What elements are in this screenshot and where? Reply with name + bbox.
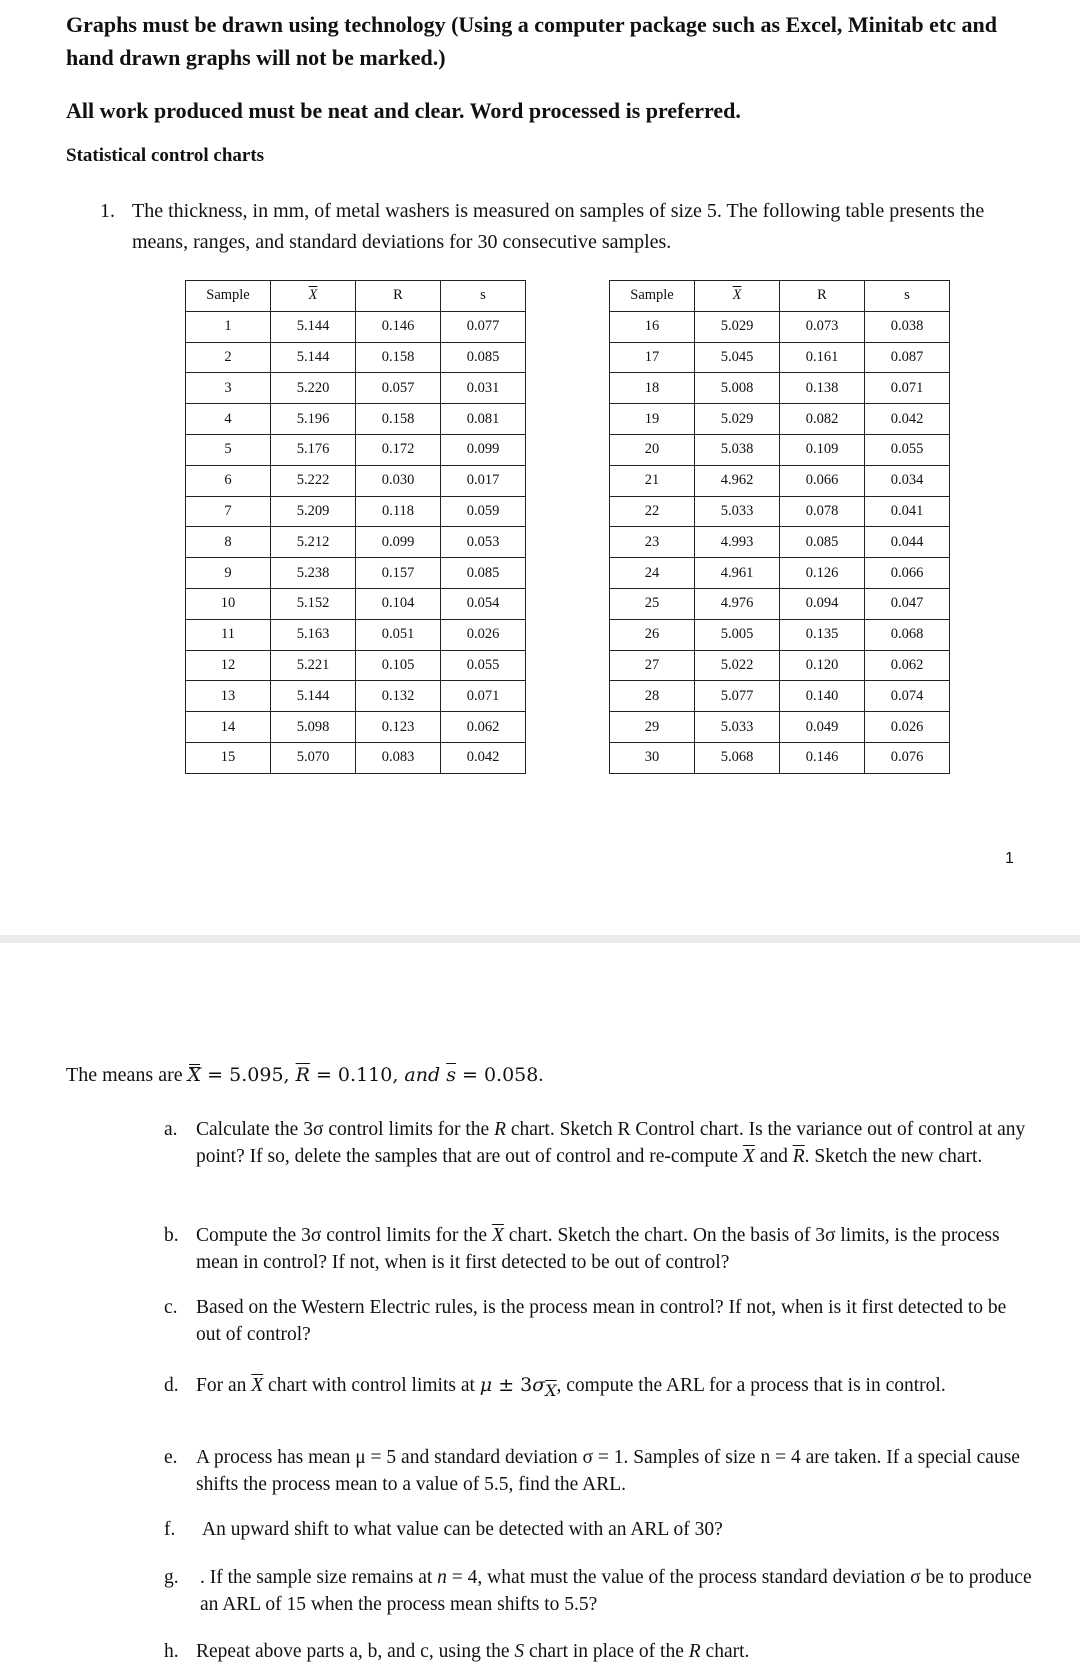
cell-xbar: 5.033 — [695, 712, 780, 743]
cell-xbar: 5.029 — [695, 311, 780, 342]
grand-mean-value: = 5.095, — [201, 1064, 296, 1086]
table-row — [186, 742, 526, 773]
cell-sample: 18 — [610, 373, 695, 404]
cell-xbar: 5.222 — [271, 465, 356, 496]
text-segment: Calculate the 3σ control limits for the — [196, 1119, 495, 1140]
table-row — [186, 373, 526, 404]
cell-sample: 2 — [186, 342, 271, 373]
table-row — [610, 465, 950, 496]
cell-r: 0.078 — [780, 496, 865, 527]
cell-r: 0.158 — [356, 342, 441, 373]
cell-s: 0.099 — [441, 434, 526, 465]
cell-xbar: 4.962 — [695, 465, 780, 496]
control-limit-formula — [479, 1374, 557, 1400]
cell-s: 0.059 — [441, 496, 526, 527]
part-text: An upward shift to what value can be detected with an ARL of 30? — [202, 1519, 723, 1540]
cell-s: 0.081 — [441, 404, 526, 435]
cell-sample: 20 — [610, 434, 695, 465]
sbar-symbol: $\overline{s}$ — [446, 1064, 456, 1086]
cell-r: 0.146 — [356, 311, 441, 342]
cell-r: 0.126 — [780, 558, 865, 589]
cell-s: 0.026 — [865, 712, 950, 743]
cell-s: 0.066 — [865, 558, 950, 589]
table-row — [610, 373, 950, 404]
table-row — [610, 588, 950, 619]
header-s: s — [865, 281, 950, 312]
s-italic: S — [514, 1641, 525, 1662]
text-segment: chart. Sketch the chart. On the basis of 3σ limits, is the process mean in control? If not, when is it first detected to be out of control? — [196, 1225, 1000, 1273]
cell-xbar: 5.005 — [695, 619, 780, 650]
plus-minus-three: ± 3 — [492, 1374, 533, 1396]
question-number: 1. — [100, 200, 115, 222]
cell-s: 0.071 — [441, 681, 526, 712]
cell-r: 0.051 — [356, 619, 441, 650]
cell-r: 0.140 — [780, 681, 865, 712]
table-row — [610, 404, 950, 435]
cell-s: 0.085 — [441, 558, 526, 589]
text-segment: Repeat above parts a, b, and c, using the — [196, 1641, 515, 1662]
part-label: f. — [164, 1519, 176, 1540]
table-row — [186, 465, 526, 496]
xbar-symbol: $\overline{X}$ — [308, 287, 318, 304]
n-italic: n — [437, 1567, 447, 1588]
cell-xbar: 5.176 — [271, 434, 356, 465]
cell-xbar: 5.144 — [271, 311, 356, 342]
cell-s: 0.085 — [441, 342, 526, 373]
cell-r: 0.094 — [780, 588, 865, 619]
cell-s: 0.074 — [865, 681, 950, 712]
cell-r: 0.118 — [356, 496, 441, 527]
cell-r: 0.157 — [356, 558, 441, 589]
cell-sample: 16 — [610, 311, 695, 342]
text-segment: . Sketch the new chart. — [804, 1146, 983, 1167]
cell-sample: 24 — [610, 558, 695, 589]
part-label: b. — [164, 1225, 179, 1246]
table-row — [186, 588, 526, 619]
table-row — [186, 558, 526, 589]
cell-sample: 25 — [610, 588, 695, 619]
cell-xbar: 5.144 — [271, 681, 356, 712]
table-row — [186, 650, 526, 681]
section-title: Statistical control charts — [66, 145, 265, 166]
cell-xbar: 5.209 — [271, 496, 356, 527]
part-text — [196, 1638, 1031, 1665]
cell-xbar: 5.008 — [695, 373, 780, 404]
cell-xbar: 5.220 — [271, 373, 356, 404]
cell-sample: 8 — [186, 527, 271, 558]
cell-sample: 14 — [186, 712, 271, 743]
cell-sample: 29 — [610, 712, 695, 743]
table-row — [610, 527, 950, 558]
cell-sample: 11 — [186, 619, 271, 650]
table-row — [186, 342, 526, 373]
part-text — [196, 1116, 1031, 1170]
text-segment: Compute the 3σ control limits for the — [196, 1225, 492, 1246]
cell-r: 0.073 — [780, 311, 865, 342]
cell-sample: 10 — [186, 588, 271, 619]
cell-r: 0.172 — [356, 434, 441, 465]
cell-r: 0.158 — [356, 404, 441, 435]
cell-sample: 13 — [186, 681, 271, 712]
text-segment: = 4, what must the value of the process standard deviation σ be to produce an ARL of 15 when the process mean shifts to 5.5? — [200, 1567, 1032, 1615]
cell-sample: 3 — [186, 373, 271, 404]
cell-sample: 17 — [610, 342, 695, 373]
cell-xbar: 5.070 — [271, 742, 356, 773]
table-row — [610, 650, 950, 681]
grand-mean-symbol: X — [187, 1064, 202, 1086]
header-xbar — [271, 281, 356, 312]
means-formula — [188, 1064, 539, 1086]
cell-xbar: 4.993 — [695, 527, 780, 558]
cell-r: 0.132 — [356, 681, 441, 712]
data-table-right — [609, 280, 950, 774]
part-text: A process has mean μ = 5 and standard deviation σ = 1. Samples of size n = 4 are taken. If a special cause shifts the process mean to a value of 5.5, find the ARL. — [196, 1447, 1020, 1495]
cell-s: 0.041 — [865, 496, 950, 527]
table-row — [610, 496, 950, 527]
sigma-symbol: σ — [532, 1374, 546, 1396]
part-text: Based on the Western Electric rules, is the process mean in control? If not, when is it first detected to be out of control? — [196, 1297, 1007, 1345]
header-sample: Sample — [186, 281, 271, 312]
cell-xbar: 5.163 — [271, 619, 356, 650]
cell-r: 0.161 — [780, 342, 865, 373]
part-label: d. — [164, 1375, 179, 1396]
xbar-subscript: X — [545, 1380, 557, 1400]
cell-r: 0.082 — [780, 404, 865, 435]
table-row — [610, 434, 950, 465]
means-statement — [66, 1064, 543, 1087]
cell-r: 0.030 — [356, 465, 441, 496]
table-header-row — [610, 281, 950, 312]
cell-xbar: 5.196 — [271, 404, 356, 435]
cell-xbar: 5.152 — [271, 588, 356, 619]
table-row — [186, 434, 526, 465]
page-separator — [0, 935, 1080, 943]
cell-xbar: 5.045 — [695, 342, 780, 373]
cell-xbar: 5.238 — [271, 558, 356, 589]
cell-sample: 21 — [610, 465, 695, 496]
cell-sample: 6 — [186, 465, 271, 496]
text-segment: . If the sample size remains at — [200, 1567, 438, 1588]
cell-xbar: 5.221 — [271, 650, 356, 681]
cell-xbar: 5.144 — [271, 342, 356, 373]
table-row — [186, 311, 526, 342]
header-sample: Sample — [610, 281, 695, 312]
cell-xbar: 5.077 — [695, 681, 780, 712]
cell-s: 0.055 — [865, 434, 950, 465]
cell-r: 0.083 — [356, 742, 441, 773]
cell-s: 0.054 — [441, 588, 526, 619]
question-text: The thickness, in mm, of metal washers is measured on samples of size 5. The following table presents the means, ranges, and standard deviations for 30 consecutive samples. — [132, 200, 985, 253]
cell-xbar: 5.033 — [695, 496, 780, 527]
cell-sample: 30 — [610, 742, 695, 773]
cell-r: 0.104 — [356, 588, 441, 619]
cell-r: 0.049 — [780, 712, 865, 743]
text-segment: chart. Sketch R Control chart. Is the variance out of control at any point? If so, delete the samples that are out of control and re-compute — [196, 1119, 1026, 1167]
table-row — [186, 712, 526, 743]
cell-r: 0.146 — [780, 742, 865, 773]
data-table-left — [185, 280, 526, 774]
text-segment: chart. — [700, 1641, 750, 1662]
header-s: s — [441, 281, 526, 312]
table-row — [610, 681, 950, 712]
cell-s: 0.068 — [865, 619, 950, 650]
cell-s: 0.042 — [865, 404, 950, 435]
table-row — [186, 681, 526, 712]
cell-xbar: 4.961 — [695, 558, 780, 589]
text-segment: For an — [196, 1375, 252, 1396]
r-italic: R — [688, 1641, 701, 1662]
cell-s: 0.077 — [441, 311, 526, 342]
cell-xbar: 5.098 — [271, 712, 356, 743]
cell-s: 0.071 — [865, 373, 950, 404]
rbar-value: = 0.110, — [309, 1064, 405, 1086]
header-r: R — [356, 281, 441, 312]
rbar-symbol: $\overline{R}$ — [295, 1064, 310, 1086]
cell-xbar: 5.022 — [695, 650, 780, 681]
cell-s: 0.042 — [441, 742, 526, 773]
cell-r: 0.123 — [356, 712, 441, 743]
cell-xbar: 5.038 — [695, 434, 780, 465]
cell-sample: 5 — [186, 434, 271, 465]
cell-r: 0.057 — [356, 373, 441, 404]
xbar-symbol: $\overline{X}$ — [491, 1225, 504, 1246]
cell-r: 0.120 — [780, 650, 865, 681]
sbar-value: = 0.058 — [455, 1064, 539, 1086]
text-segment: chart with control limits at — [263, 1375, 480, 1396]
cell-r: 0.135 — [780, 619, 865, 650]
cell-xbar: 5.029 — [695, 404, 780, 435]
text-segment: , compute the ARL for a process that is in control. — [556, 1375, 946, 1396]
cell-r: 0.105 — [356, 650, 441, 681]
cell-sample: 4 — [186, 404, 271, 435]
cell-sample: 23 — [610, 527, 695, 558]
cell-sample: 9 — [186, 558, 271, 589]
means-end: . — [538, 1064, 544, 1086]
table-row — [186, 404, 526, 435]
cell-xbar: 5.068 — [695, 742, 780, 773]
cell-s: 0.062 — [441, 712, 526, 743]
cell-sample: 7 — [186, 496, 271, 527]
cell-s: 0.034 — [865, 465, 950, 496]
neatness-heading: All work produced must be neat and clear. Word processed is preferred. — [66, 98, 741, 123]
instructions-heading: Graphs must be drawn using technology (Using a computer package such as Excel, Minitab etc and hand drawn graphs will not be marked.) — [66, 12, 997, 70]
table-row — [610, 742, 950, 773]
cell-sample: 19 — [610, 404, 695, 435]
cell-s: 0.044 — [865, 527, 950, 558]
cell-r: 0.099 — [356, 527, 441, 558]
cell-sample: 12 — [186, 650, 271, 681]
cell-r: 0.085 — [780, 527, 865, 558]
cell-sample: 1 — [186, 311, 271, 342]
xbar-symbol: $\overline{X}$ — [742, 1146, 755, 1167]
mu-symbol: μ — [479, 1374, 493, 1396]
cell-r: 0.066 — [780, 465, 865, 496]
xbar-symbol: $\overline{X}$ — [732, 287, 742, 304]
r-italic: R — [494, 1119, 506, 1140]
cell-s: 0.047 — [865, 588, 950, 619]
cell-s: 0.031 — [441, 373, 526, 404]
cell-sample: 27 — [610, 650, 695, 681]
table-row — [610, 619, 950, 650]
text-segment: chart in place of the — [524, 1641, 689, 1662]
cell-sample: 15 — [186, 742, 271, 773]
part-label: h. — [164, 1641, 179, 1662]
cell-s: 0.076 — [865, 742, 950, 773]
part-label: g. — [164, 1567, 179, 1588]
cell-s: 0.087 — [865, 342, 950, 373]
means-lead: The means are — [66, 1064, 188, 1086]
table-row — [186, 619, 526, 650]
cell-s: 0.026 — [441, 619, 526, 650]
cell-sample: 22 — [610, 496, 695, 527]
page-number: 1 — [1005, 850, 1014, 867]
part-label: e. — [164, 1447, 178, 1468]
part-text — [200, 1564, 1035, 1618]
xbar-symbol: $\overline{X}$ — [251, 1375, 264, 1396]
part-text — [196, 1222, 1031, 1276]
cell-xbar: 4.976 — [695, 588, 780, 619]
cell-sample: 26 — [610, 619, 695, 650]
cell-s: 0.038 — [865, 311, 950, 342]
cell-s: 0.062 — [865, 650, 950, 681]
cell-s: 0.055 — [441, 650, 526, 681]
cell-r: 0.109 — [780, 434, 865, 465]
table-row — [610, 558, 950, 589]
cell-sample: 28 — [610, 681, 695, 712]
header-r: R — [780, 281, 865, 312]
cell-xbar: 5.212 — [271, 527, 356, 558]
table-row — [610, 712, 950, 743]
text-segment: and — [754, 1146, 793, 1167]
header-xbar — [695, 281, 780, 312]
and-word: and — [404, 1064, 441, 1086]
rbar-symbol: $\overline{R}$ — [792, 1146, 805, 1167]
part-text — [196, 1372, 1031, 1404]
cell-r: 0.138 — [780, 373, 865, 404]
part-label: c. — [164, 1297, 178, 1318]
cell-s: 0.053 — [441, 527, 526, 558]
table-row — [186, 496, 526, 527]
table-row — [186, 527, 526, 558]
cell-s: 0.017 — [441, 465, 526, 496]
table-row — [610, 342, 950, 373]
part-label: a. — [164, 1119, 178, 1140]
table-row — [610, 311, 950, 342]
table-header-row — [186, 281, 526, 312]
